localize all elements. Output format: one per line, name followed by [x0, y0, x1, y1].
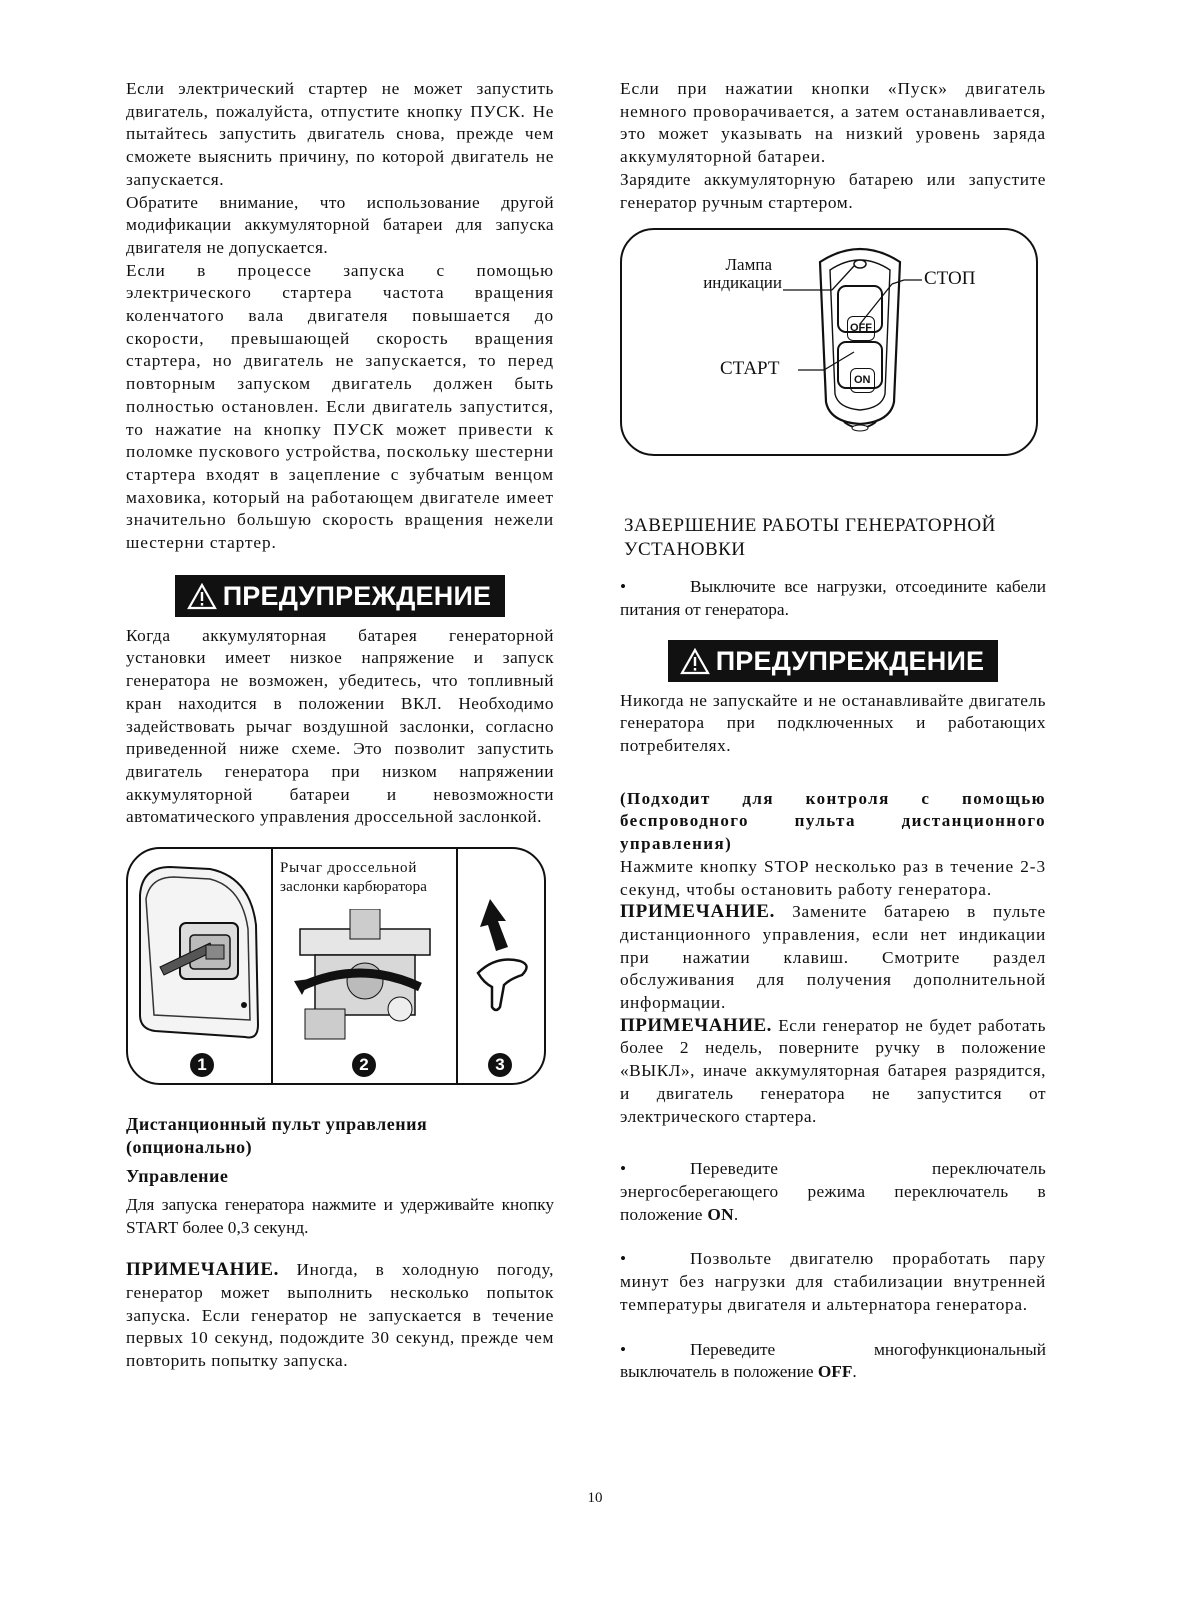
note-text: Если генератор не будет работать более 2 недель, поверните ручку в положение «ВЫКЛ», иначе аккумуляторная батарея разрядится, и двигатель генератора не запустится от электрического стартера. — [620, 1015, 1046, 1126]
lamp-label-line: индикации — [703, 273, 782, 293]
step-number-2: 2 — [352, 1053, 376, 1077]
remote-control-figure — [620, 228, 1038, 456]
shutdown-heading — [624, 514, 1046, 562]
list-item — [620, 1158, 1046, 1226]
bullet-dot: • — [620, 1159, 627, 1179]
note-label: ПРИМЕЧАНИЕ. — [620, 1014, 772, 1036]
bullet-dot: • — [620, 577, 627, 597]
step-number-3: 3 — [488, 1053, 512, 1077]
list-item — [620, 1339, 1046, 1384]
on-button: ON — [850, 368, 875, 393]
list-item — [620, 576, 1046, 621]
callout-lines — [622, 230, 1036, 454]
bullet-dot: • — [620, 1339, 627, 1359]
left-column — [126, 78, 554, 1373]
note-label: ПРИМЕЧАНИЕ. — [620, 901, 776, 923]
generator-panel-image — [130, 855, 270, 1045]
remote-heading — [126, 1113, 554, 1159]
list-item-text-part: . — [852, 1362, 857, 1382]
note-text: Иногда, в холодную погоду, генератор может выполнить несколько попыток запуска. Если генератор не запускается в течение первых 10 секунд, подождите 30 секунд, прежде чем повторить попытку запуска. — [126, 1260, 554, 1371]
figure-divider — [456, 849, 458, 1083]
list-item-text-part: Переведите переключатель энергосберегающего режима переключатель в положение — [620, 1159, 1046, 1224]
stop-label: СТОП — [924, 268, 976, 290]
lamp-label-line: Лампа — [725, 255, 772, 275]
warning-banner — [668, 640, 999, 682]
list-item-text — [620, 1158, 1046, 1226]
figure-divider — [271, 849, 273, 1083]
list-item-text: Выключите все нагрузки, отсоедините кабели питания от генератора. — [620, 577, 1046, 619]
remote-heading-line: (опционально) — [126, 1137, 253, 1158]
shutdown-heading-line: УСТАНОВКИ — [624, 539, 746, 561]
list-item-bold: ON — [707, 1204, 734, 1224]
paragraph: Зарядите аккумуляторную батарею или запустите генератор ручным стартером. — [620, 169, 1046, 212]
figure-caption-line: Рычаг дроссельной — [280, 860, 418, 877]
shutdown-heading-line: ЗАВЕРШЕНИЕ РАБОТЫ ГЕНЕРАТОРНОЙ — [624, 515, 996, 537]
wireless-text: Нажмите кнопку STOP несколько раз в течение 2-3 секунд, чтобы остановить работу генератора. — [620, 856, 1046, 899]
wireless-heading: (Подходит для контроля с помощью беспроводного пульта дистанционного управления) — [620, 788, 1046, 854]
lever-arrow-image — [462, 889, 542, 1029]
paragraph: Если электрический стартер не может запустить двигатель, пожалуйста, отпустите кнопку ПУСК. Не пытайтесь запустить двигатель снова, прежде чем сможете выяснить причину, по которой двигатель не запускается. — [126, 79, 554, 189]
list-item-text-part: . — [733, 1204, 739, 1224]
remote-heading-line: Дистанционный пульт управления — [126, 1114, 428, 1135]
warning-triangle-icon — [680, 648, 710, 675]
control-heading: Управление — [126, 1166, 229, 1187]
paragraph: Если в процессе запуска с помощью электрического стартера частота вращения коленчатого вала двигателя повышается до скорости, превышающей скорость вращения стартера, но двигатель не запускается, то перед повторным запуском двигатель должен быть полностью остановлен. Если двигатель запустится, то нажатие на кнопку ПУСК может привести к поломке пускового устройства, поскольку шестерни стартера входят в зацепление с зубчатым венцом маховика, который на работающем двигателе имеет значительно большую скорость вращения нежели шестерни стартер. — [126, 260, 554, 553]
step-number-1: 1 — [190, 1053, 214, 1077]
list-item-text: Позвольте двигателю проработать пару минут без нагрузки для стабилизации внутренней температуры двигателя и альтернатора генератора. — [620, 1249, 1046, 1314]
note — [620, 901, 1046, 1015]
warning-label: ПРЕДУПРЕЖДЕНИЕ — [715, 645, 985, 676]
carburetor-figure — [126, 847, 546, 1085]
list-item — [620, 1248, 1046, 1316]
off-button: OFF — [847, 316, 875, 341]
start-label: СТАРТ — [720, 358, 780, 380]
warning-text: Когда аккумуляторная батарея генераторной установки имеет низкое напряжение и запуск генератора не возможен, убедитесь, что топливный кран находится в положении ВКЛ. Необходимо задействовать рычаг воздушной заслонки, согласно приведенной ниже схеме. Это позволит запустить двигатель генератора при низком напряжении аккумуляторной батареи и невозможности автоматического управления дроссельной заслонкой. — [126, 625, 554, 827]
figure-caption — [280, 859, 455, 897]
right-column — [620, 78, 1046, 1384]
paragraph: Обратите внимание, что использование другой модификации аккумуляторной батареи для запуска двигателя не допускается. — [126, 192, 554, 257]
list-item-text — [620, 1339, 1046, 1384]
warning-triangle-icon — [187, 583, 217, 610]
carburetor-image — [280, 909, 450, 1049]
warning-banner-wrap — [620, 640, 1046, 682]
warning-text: Никогда не запускайте и не останавливайте двигатель генератора при подключенных и работающих потребителях. — [620, 690, 1046, 756]
warning-label: ПРЕДУПРЕЖДЕНИЕ — [222, 580, 492, 611]
note — [126, 1259, 554, 1373]
note — [620, 1015, 1046, 1129]
warning-banner — [175, 575, 506, 617]
note-label: ПРИМЕЧАНИЕ. — [126, 1259, 280, 1281]
paragraph: Если при нажатии кнопки «Пуск» двигатель немного проворачивается, а затем останавливается, это может указывать на низкий уровень заряда аккумуляторной батареи. — [620, 79, 1046, 167]
figure-caption-line: заслонки карбюратора — [280, 879, 428, 896]
warning-banner-wrap — [126, 575, 554, 617]
bullet-dot: • — [620, 1249, 627, 1269]
page-number: 10 — [587, 1490, 603, 1506]
list-item-text-part: Переведите многофункциональный выключатель в положение — [620, 1339, 1046, 1382]
note-text: Замените батарею в пульте дистанционного управления, если нет индикации при нажатии клавиш. Смотрите раздел обслуживания для получения дополнительной информации. — [620, 902, 1046, 1013]
control-text: Для запуска генератора нажмите и удерживайте кнопку START более 0,3 секунд. — [126, 1194, 554, 1237]
list-item-bold: OFF — [817, 1362, 853, 1382]
